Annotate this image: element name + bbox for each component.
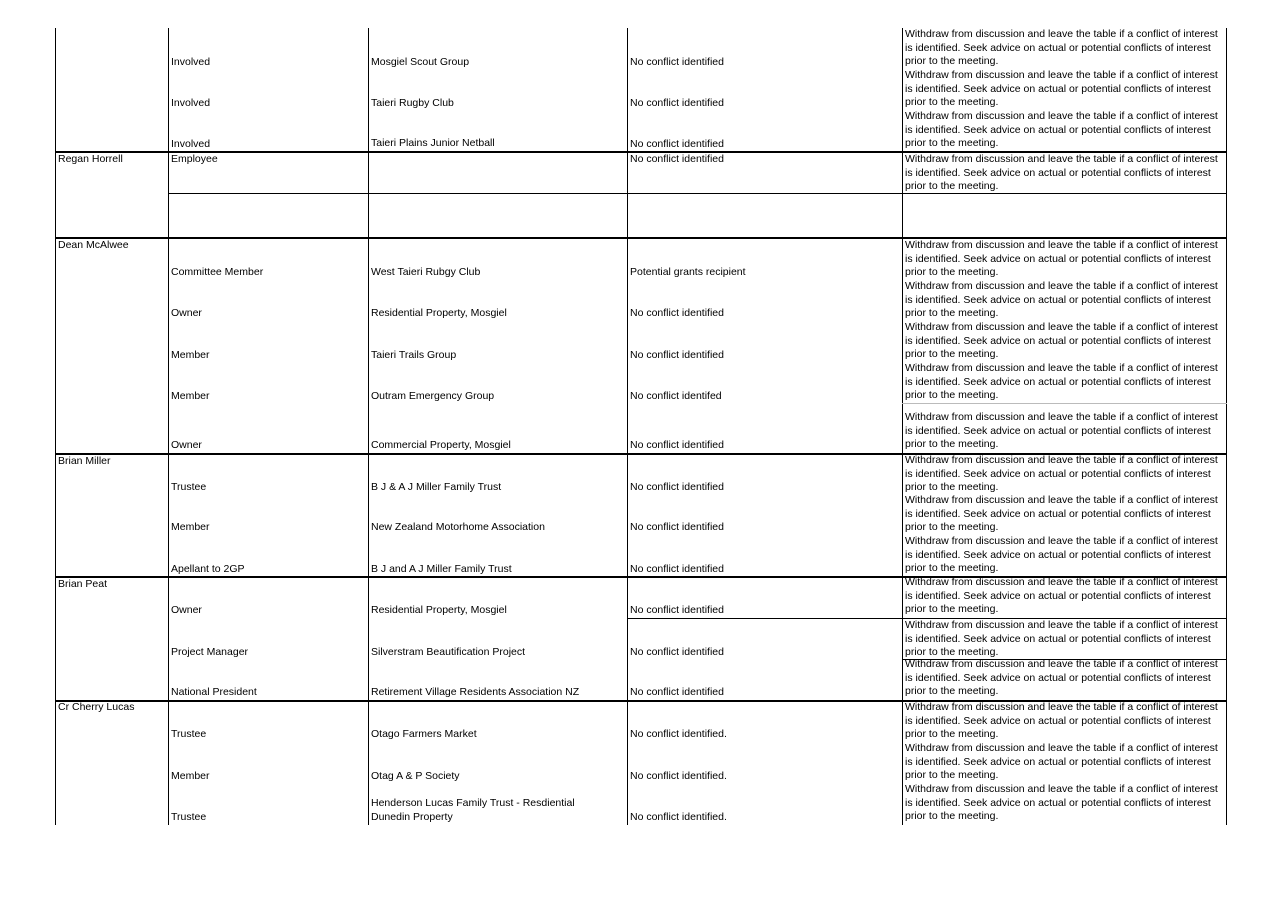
conflict-cell: No conflict identified [630, 56, 724, 68]
advice-cell: Withdraw from discussion and leave the table if a conflict of interest is identified. Seek advice on actual or potential conflicts of interest prior to the meeting. [905, 362, 1218, 402]
role-cell: Member [171, 770, 210, 782]
conflict-cell: No conflict identified [630, 646, 724, 658]
role-cell: Owner [171, 307, 202, 319]
role-cell: Member [171, 521, 210, 533]
role-cell: Owner [171, 604, 202, 616]
conflict-cell: No conflict identified [630, 686, 724, 698]
advice-cell: Withdraw from discussion and leave the table if a conflict of interest is identified. Seek advice on actual or potential conflicts of interest prior to the meeting. [905, 411, 1218, 451]
conflict-cell: No conflict identified [630, 563, 724, 575]
organisation-cell: B J and A J Miller Family Trust [371, 563, 512, 575]
conflict-cell: No conflict identified. [630, 770, 727, 782]
person-name: Regan Horrell [58, 153, 123, 165]
advice-cell: Withdraw from discussion and leave the table if a conflict of interest is identified. Seek advice on actual or potential conflicts of interest prior to the meeting. [905, 69, 1218, 109]
role-cell: Committee Member [171, 266, 264, 278]
conflict-cell: No conflict identified [630, 439, 724, 451]
conflict-cell: No conflict identified [630, 521, 724, 533]
role-cell: Project Manager [171, 646, 249, 658]
organisation-cell: Silverstram Beautification Project [371, 646, 526, 658]
conflict-cell: No conflict identified [630, 604, 724, 616]
conflict-cell: No conflict identified. [630, 728, 727, 740]
advice-cell: Withdraw from discussion and leave the table if a conflict of interest is identified. Seek advice on actual or potential conflicts of interest prior to the meeting. [905, 576, 1218, 616]
organisation-cell: B J & A J Miller Family Trust [371, 481, 502, 493]
table-border-left [55, 28, 56, 825]
role-cell: Involved [171, 56, 211, 68]
advice-cell: Withdraw from discussion and leave the table if a conflict of interest is identified. Seek advice on actual or potential conflicts of interest prior to the meeting. [905, 321, 1218, 361]
organisation-cell: New Zealand Motorhome Association [371, 521, 545, 533]
role-cell: Apellant to 2GP [171, 563, 245, 575]
organisation-cell: Residential Property, Mosgiel [371, 307, 507, 319]
role-cell: Member [171, 390, 210, 402]
advice-cell: Withdraw from discussion and leave the table if a conflict of interest is identified. Seek advice on actual or potential conflicts of interest prior to the meeting. [905, 239, 1218, 279]
table-border-right [1226, 28, 1227, 825]
conflict-cell: No conflict identified [630, 481, 724, 493]
advice-cell: Withdraw from discussion and leave the table if a conflict of interest is identified. Seek advice on actual or potential conflicts of interest prior to the meeting. [905, 110, 1218, 150]
column-divider [627, 28, 628, 825]
organisation-cell: Mosgiel Scout Group [371, 56, 470, 68]
advice-cell: Withdraw from discussion and leave the table if a conflict of interest is identified. Seek advice on actual or potential conflicts of interest prior to the meeting. [905, 280, 1218, 320]
role-cell: Trustee [171, 728, 207, 740]
conflict-cell: No conflict identified [630, 153, 724, 165]
advice-cell: Withdraw from discussion and leave the table if a conflict of interest is identified. Seek advice on actual or potential conflicts of interest prior to the meeting. [905, 742, 1218, 782]
role-cell: Trustee [171, 481, 207, 493]
column-divider [902, 28, 903, 825]
organisation-cell: Taieri Trails Group [371, 349, 457, 361]
conflict-cell: Potential grants recipient [630, 266, 746, 278]
person-name: Brian Peat [58, 578, 108, 590]
organisation-cell: Taieri Rugby Club [371, 97, 454, 109]
advice-cell: Withdraw from discussion and leave the table if a conflict of interest is identified. Seek advice on actual or potential conflicts of interest prior to the meeting. [905, 454, 1218, 494]
organisation-cell: Otag A & P Society [371, 770, 460, 782]
organisation-cell: Otago Farmers Market [371, 728, 477, 740]
advice-cell: Withdraw from discussion and leave the table if a conflict of interest is identified. Seek advice on actual or potential conflicts of interest prior to the meeting. [905, 701, 1218, 741]
role-cell: Employee [171, 153, 218, 165]
advice-cell: Withdraw from discussion and leave the table if a conflict of interest is identified. Seek advice on actual or potential conflicts of interest prior to the meeting. [905, 153, 1218, 193]
organisation-cell: Henderson Lucas Family Trust - Resdiential Dunedin Property [371, 797, 575, 823]
advice-cell: Withdraw from discussion and leave the table if a conflict of interest is identified. Seek advice on actual or potential conflicts of interest prior to the meeting. [905, 494, 1218, 534]
advice-cell: Withdraw from discussion and leave the table if a conflict of interest is identified. Seek advice on actual or potential conflicts of interest prior to the meeting. [905, 535, 1218, 575]
column-divider [368, 28, 369, 825]
organisation-cell: Commercial Property, Mosgiel [371, 439, 511, 451]
column-divider [168, 28, 169, 825]
advice-cell: Withdraw from discussion and leave the table if a conflict of interest is identified. Seek advice on actual or potential conflicts of interest prior to the meeting. [905, 619, 1218, 659]
organisation-cell: Outram Emergency Group [371, 390, 495, 402]
role-cell: Involved [171, 138, 211, 150]
conflict-cell: No conflict identified. [630, 811, 727, 823]
role-cell: Involved [171, 97, 211, 109]
conflict-cell: No conflict identified [630, 349, 724, 361]
advice-cell: Withdraw from discussion and leave the table if a conflict of interest is identified. Seek advice on actual or potential conflicts of interest prior to the meeting. [905, 783, 1218, 823]
person-name: Brian Miller [58, 455, 111, 467]
organisation-cell: Retirement Village Residents Association NZ [371, 686, 580, 698]
person-name: Dean McAlwee [58, 239, 129, 251]
role-cell: Owner [171, 439, 202, 451]
role-cell: Member [171, 349, 210, 361]
organisation-cell: Taieri Plains Junior Netball [371, 137, 495, 149]
conflict-cell: No conflict identified [630, 138, 724, 150]
row-divider [902, 403, 1227, 404]
advice-cell: Withdraw from discussion and leave the table if a conflict of interest is identified. Seek advice on actual or potential conflicts of interest prior to the meeting. [905, 658, 1218, 698]
advice-cell: Withdraw from discussion and leave the table if a conflict of interest is identified. Seek advice on actual or potential conflicts of interest prior to the meeting. [905, 28, 1218, 68]
person-name: Cr Cherry Lucas [58, 701, 135, 713]
conflict-cell: No conflict identified [630, 307, 724, 319]
organisation-cell: West Taieri Rubgy Club [371, 266, 481, 278]
conflict-cell: No conflict identified [630, 97, 724, 109]
role-cell: National President [171, 686, 257, 698]
organisation-cell: Residential Property, Mosgiel [371, 604, 507, 616]
conflict-cell: No conflict identifed [630, 390, 722, 402]
role-cell: Trustee [171, 811, 207, 823]
